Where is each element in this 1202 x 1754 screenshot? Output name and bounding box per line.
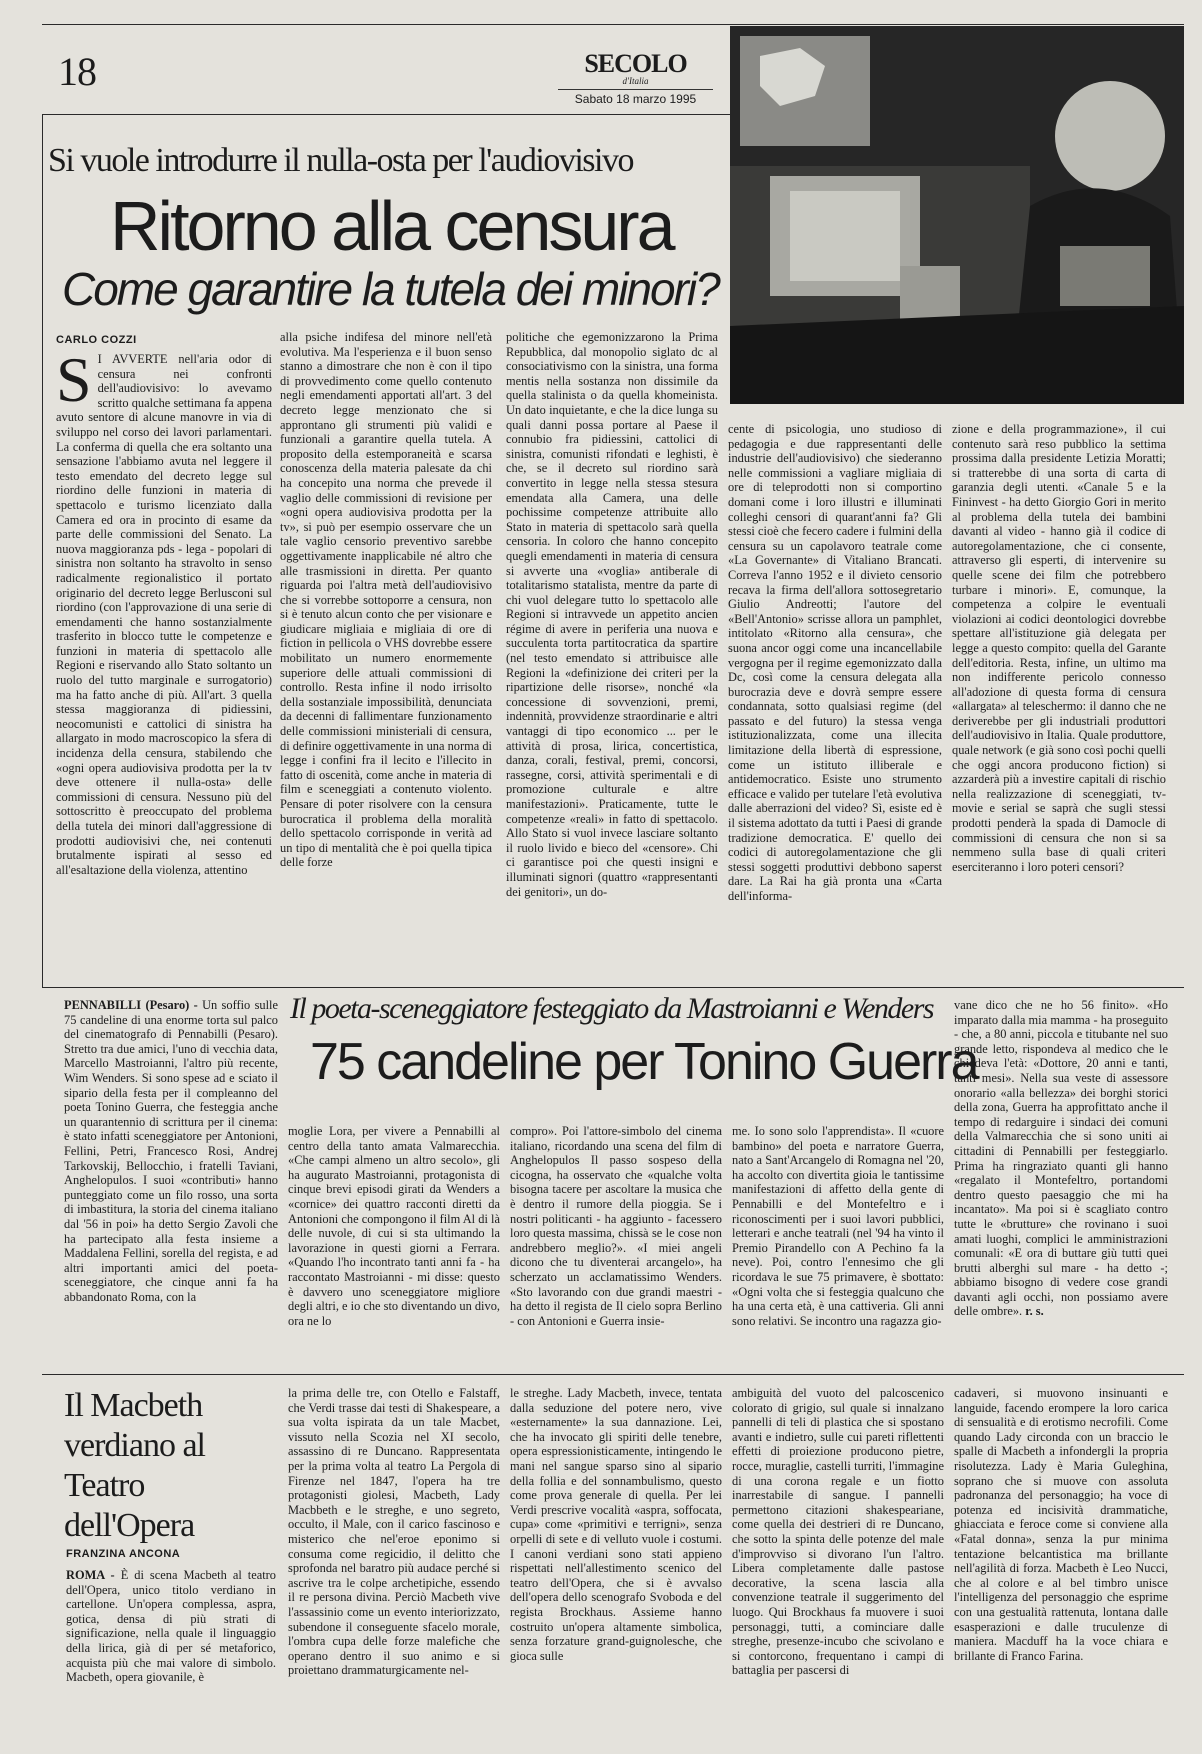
article2-column-1-text: Un soffio sulle 75 candeline di una enorme torta sul palco del cinematografo di Pennabilli (Pesaro). Stretto tra due amici, l'uno di vecchia data, Marcello Mastroianni, l'altro più recente, Wim Wenders. Si sono spese ad e sciato il sipario della festa per il compleanno del poeta Tonino Guerra, che festeggia anche un quarantennio di scrittura per il cinema: è stato infatti sceneggiatore per Antonioni, Fellini, Petri, Francesco Rosi, Andrej Tarkovskij, Bellocchio, i fratelli Taviani, Anghelopulos. I suoi «contributi» hanno punteggiato come un filo rosso, una sorta di imbastitura, la storia del cinema italiano dal '56 in poi» ha detto Sergio Zavoli che ha partecipato alla festa insieme a Maddalena Fellini, sorella del regista, e ad altri importanti amici del poeta-sceneggiatore, che cinque anni fa ha abbandonato Roma, con la xyxy=(64,998,278,1304)
censorship-photo-illustration xyxy=(730,26,1184,404)
article3-column-5-text: cadaveri, si muovono insinuanti e languide, facendo erompere la loro carica di sensualità e di erotismo necrofili. Come quando Lady circonda con un braccio le spalle di Macbeth a infondergli la propria risolutezza. Lady è Maria Guleghina, soprano che si muove con assoluta padronanza del personaggio; ha voce di potenza ed incisività drammatiche, ghiacciata e feroce come si conviene alla «Fatal donna», senza la pur minima tentazione belcantistica ma brillante nell'agilità di forza. Macbeth è Leo Nucci, che al colore e al bel timbro unisce l'intelligenza del personaggio che esprime con una gestualità rattenuta, lontana dalle esasperazioni e dalle truculenze di maniera. Macduff ha la voce chiara e brillante di Franco Farina. xyxy=(954,1386,1168,1663)
article1-column-1 xyxy=(56,352,272,980)
article1-frame-left xyxy=(42,114,43,988)
article2-column-2 xyxy=(288,1124,500,1362)
masthead-name: SECOLO xyxy=(584,49,687,78)
article1-frame-bottom xyxy=(42,987,1184,988)
article2-column-3 xyxy=(510,1124,722,1362)
article3-byline: FRANZINA ANCONA xyxy=(66,1548,181,1560)
article3-headline: Il Macbeth verdiano al Teatro dell'Opera xyxy=(64,1387,205,1544)
article2-column-1 xyxy=(64,998,278,1362)
article1-byline: CARLO COZZI xyxy=(56,334,137,346)
article2-column-4-text: me. Io sono solo l'apprendista». Il «cuore bambino» del poeta e narratore Guerra, nato a Sant'Arcangelo di Romagna nel '20, ha accolto con divertita gioia le tantissime manifestazioni di affetto della gente di Pennabilli e del Montefeltro e i riconoscimenti per i suoi lavori pubblici, letterari e anche teatrali (nel '94 ha vinto il Premio Pirandello con A Pechino fa la neve). Poi, contro l'ennesimo che gli ricordava le sue 75 primavere, è sbottato: «Ogni volta che si festeggia qualcuno che ha una certa età, è una cattiveria. Gli anni sono relativi. Se incontro una ragazza gio- xyxy=(732,1124,944,1328)
article3-column-3-text: le streghe. Lady Macbeth, invece, tentata dalla seduzione del potere nero, vive «esternamente» la sua dannazione. Lei, che ha invocato gli spiriti delle tenebre, opera espressionisticamente, intingendo le mani nel sangue sparso sino al sipario della follia e del sonnambulismo, questo come prova generale di quella. Per lei Verdi prescrive vocalità «aspra, soffocata, cupa» come «primitivi e terrigni», senza orpelli di sete e di velluto vuole i costumi. I canoni verdiani sono stati appieno rispettati nell'allestimento scenico del teatro dell'Opera, che si è avvalso dell'opera dello scenografo Svoboda e del regista Brockhaus. Assieme hanno costruito un'opera altamente simbolica, senza forzature grand-guignolesche, che gioca sulle xyxy=(510,1386,722,1663)
article2-headline: 75 candeline per Tonino Guerra xyxy=(310,1033,978,1091)
article-photo xyxy=(730,26,1184,404)
masthead xyxy=(558,49,713,106)
article1-column-3 xyxy=(506,330,718,980)
article1-subheadline: Come garantire la tutela dei minori? xyxy=(62,263,719,315)
page-number: 18 xyxy=(58,49,96,94)
article2-column-2-text: moglie Lora, per vivere a Pennabilli al centro della tanto amata Valmarecchia. «Che campi almeno un altro secolo», gli ha augurato Mastroianni, protagonista di cinque brevi episodi girati da Wenders a «cornice» dei quattro racconti diretti da Antonioni che compongono il film Al di là delle nuvole, di cui si sta ultimando la lavorazione in questi giorni a Ferrara. «Quando l'ho incontrato tanti anni fa - ha raccontato Mastroianni - mi disse: questo è davvero uno sceneggiatore migliore degli altri, e io che sto diventando un divo, ora ne lo xyxy=(288,1124,500,1328)
article3-column-1 xyxy=(66,1568,276,1738)
article2-kicker: Il poeta-sceneggiatore festeggiato da Mastroianni e Wenders xyxy=(290,992,934,1025)
article3-column-2 xyxy=(288,1386,500,1738)
article1-column-4-text: cente di psicologia, uno studioso di pedagogia e due rappresentanti delle industrie dell'audiovisivo) che siederanno nelle commissioni a vagliare migliaia di ore di teleprodotti non si comportino domani come i loro illustri e illuminati colleghi censori di quarant'anni fa? Gli stessi cioè che fecero cadere i fulmini della censura su un capolavoro teatrale come «La Governante» di Vitaliano Brancati. Correva l'anno 1952 e il divieto censorio recava la firma dell'allora sottosegretario Giulio Andreotti; l'autore del «Bell'Antonio» scrisse allora un pamphlet, intitolato «Ritorno alla censura», che suona ancor oggi come una incancellabile vergogna per il regime egemonizzato dalla Dc, così come la censura delegata alla burocrazia deve e dovrà sempre essere condannata, sotto qualsiasi regime (del passato e del futuro) la stessa venga istituzionalizzata, come una illecita limitazione della libertà di espressione, come un istituto illiberale e antidemocratico. Esiste uno strumento efficace e valido per tutelare l'età evolutiva dalle aberrazioni del video? Sì, esiste ed è il sistema adottato da tutti i Paesi di grande tradizione democratica. E' quello dei codici di autoregolamentazione che gli stessi soggetti produttivi debbono saperst dare. La Rai ha già pronta una «Carta dell'informa- xyxy=(728,422,942,903)
article3-column-4 xyxy=(732,1386,944,1738)
article3-column-5 xyxy=(954,1386,1168,1738)
article1-frame-top xyxy=(42,114,730,115)
article2-column-3-text: compro». Poi l'attore-simbolo del cinema italiano, ricordando una scena del film di Anghelopulos Il passo sospeso della cicogna, ha osservato che «qualche volta bisogna tacere per ascoltare la musica che è dentro il rumore della pioggia. Se i nostri politicanti - ha aggiunto - facessero loro questa massima, chissà se le cose non andrebbero meglio?». «I miei angeli dicono che tu diventerai arcangelo», ha scherzato un acclamatissimo Wenders. «Sto lavorando con due grandi maestri - ha detto il regista de Il cielo sopra Berlino - con Antonioni e Guerra insie- xyxy=(510,1124,722,1328)
article2-dateline: PENNABILLI (Pesaro) - xyxy=(64,998,198,1012)
article1-column-5 xyxy=(952,422,1166,980)
article1-kicker: Si vuole introdurre il nulla-osta per l'audiovisivo xyxy=(48,142,633,179)
article3-dateline: ROMA - xyxy=(66,1568,115,1582)
article2-bottom-rule xyxy=(42,1374,1184,1375)
article3-column-4-text: ambiguità del vuoto del palcoscenico colorato di grigio, sul quale si innalzano pannelli di teli di plastica che si spostano avanti e indietro, sulle cui pareti riflettenti effetti di proiezione producono pietre, rocce, muraglie, castelli turriti, l'immagine di una corona regale e un fiotto inarrestabile di sangue. I pannelli permettono citazioni shakespeariane, come quella dei destrieri di re Duncano, che sotto la spinta delle potenze del male d'improvviso si divorano l'un l'altro. Libera completamente dalle pastose decorative, la scena lascia alla convenzione teatrale il suggerimento del luogo. Qui Brockhaus fa muovere i suoi personaggi, tutti, a cominciare dalle streghe, presenze-incubo che scivolano e si contorcono, frequentano i campi di battaglia per pascersi di xyxy=(732,1386,944,1678)
article1-dropcap: S xyxy=(56,352,92,415)
article3-column-3 xyxy=(510,1386,722,1738)
article1-column-3-text: politiche che egemonizzarono la Prima Repubblica, dal monopolio siglato dc al consociativismo con la sinistra, una forma mentis nella sostanza non dissimile da quella stalinista o da quella khomeinista. Un dato inquietante, e che la dice lunga su quali danni possa portare al Paese il connubio fra pidiessini, cattolici di sinistra, comunisti rifondati e leghisti, è che, se il decreto sul riordino sarà convertito in legge nella stessa stesura emendata alla Camera, una delle pochissime competenze attribuite allo Stato in materia di spettacolo sarà quella censoria. In coloro che hanno concepito quegli emendamenti in materia di censura si avverte una «voglia» antiberale di totalitarismo statalista, mentre da parte di chi vuol delegare tutto lo spettacolo alle Regioni si intravvede un appetito ancien régime di avere in periferia una nuova e succulenta torta partitocratica da spartire (nel testo emendato si attribuisce alle Regioni la «definizione dei criteri per la ripartizione delle risorse», nonché «la concessione di sovvenzioni, premi, indennità, provvidenze straordinarie e altri vantaggi di tipo economico ... per le attività di prosa, lirica, concertistica, danza, corali, festival, premi, concorsi, rassegne, corsi, attività sperimentali e di promozione culturale e altre manifestazioni». Praticamente, tutte le competenze «reali» in fatto di spettacolo. Allo Stato si vuol invece lasciare soltanto il ruolo livido e bieco del «censore». Chi ci garantisce poi che questi insigni e illuminati signori (quattro «rappresentanti dei genitori», un do- xyxy=(506,330,718,899)
article1-column-1-text: I AVVERTE nell'aria odor di censura nei confronti dell'audiovisivo: lo avevamo scritto qualche settimana fa appena avuto sentore di alcune manovre in via di sviluppo nel corso dei lavori parlamentari. La conferma di quella che era soltanto una sensazione l'abbiamo avuta nel leggere il testo emendato del decreto legge sul riordino delle funzioni in materia di spettacolo e turismo licenziato dalla Camera ed ora in procinto di esame da parte delle commissioni del Senato. La nuova maggioranza pds - lega - popolari di sinistra non soltanto ha stravolto in senso radicalmente regionalistico il portato originario del decreto legge Berlusconi sul riordino (con l'approvazione di una serie di emendamenti che hanno sostanzialmente trasferito in blocco tutte le competenze e funzioni in materia di spettacolo alle Regioni e riservando allo Stato soltanto un ruolo del tutto marginale e surrogatorio) ma ha fatto anche di più. All'art. 3 quella stessa maggioranza di pidiessini, neocomunisti e cattolici di sinistra ha allargato in modo macroscopico la sfera di incidenza della censura, stabilendo che «ogni opera audiovisiva prodotta per la tv deve ottenere il nulla-osta» delle commissioni di censura. Nessuno più del sottoscritto è preoccupato del problema della tutela dei minori dall'aggressione di prodotti audiovisivi che, nei contenuti brutalmente ispirati al sesso ed all'esaltazione della violenza, attentino xyxy=(56,352,272,877)
article1-column-2-text: alla psiche indifesa del minore nell'età evolutiva. Ma l'esperienza e il buon senso stanno a dimostrare che non è con il tipo di provvedimento come quello contenuto negli emendamenti apportati all'art. 3 del decreto legge menzionato che si approntano gli strumenti più validi e funzionali a garantire quella tutela. A proposito della estemporaneità e scarsa conoscenza della materia palesate da chi ha concepito una norma che prevede il vaglio delle commissioni di revisione per «ogni opera audiovisiva prodotta per la tv», si può per esempio osservare che un tale vaglio censorio preventivo sarebbe oggettivamente inapplicabile né altro che alle trasmissioni in diretta. Per quanto riguarda poi l'altra metà dell'audiovisivo che si vorrebbe sottoporre a censura, non si è tenuto alcun conto che per visionare e giudicare migliaia e migliaia di ore di fiction in pellicola o VHS dovrebbe essere mobilitato un numero enormemente superiore delle attuali commissioni di controllo. Resta infine il nodo irrisolto della sostanziale impossibilità, denunciata da decenni di fallimentare funzionamento delle commissioni ministeriali di censura, di definire oggettivamente in una norma di legge i confini fra il lecito e l'illecito in fatto di oscenità, come anche in materia di film e sceneggiati a contenuto violento. Pensare di poter risolvere con la censura burocratica il problema della moralità dello spettacolo corrisponde in verità ad un tipo di mentalità che è poi quella tipica delle forze xyxy=(280,330,492,870)
article3-column-1-text: È di scena Macbeth al teatro dell'Opera, unico titolo verdiano in cartellone. Un'opera complessa, aspra, gotica, densa di più strati di significazione, nella quale il linguaggio della lirica, già di per sé metaforico, acquista più che mai valore di simbolo. Macbeth, opera giovanile, è xyxy=(66,1568,276,1685)
masthead-sub: d'Italia xyxy=(622,76,649,86)
masthead-date: Sabato 18 marzo 1995 xyxy=(558,89,713,106)
article2-column-5 xyxy=(954,998,1168,1362)
article1-column-5-text: zione e della programmazione», il cui contenuto sarà reso pubblico la settima prossima dalla presidente Letizia Moratti; si tratterebbe di una sorta di carta di garanzia degli utenti. «Canale 5 e la Fininvest - ha detto Giorgio Gori in merito al problema della tutela dei bambini davanti al video - hanno già il codice di autoregolamentazione, che ci consente, attraverso gli esperti, di intervenire su quelle scene dei film che potrebbero turbare i minori». E, comunque, la competenza a colpire le eventuali violazioni ai codici deontologici dovrebbe spettare all'istituzione già delegata per legge a questo compito: quella del Garante dell'editoria. Resta, infine, un ultimo ma non indifferente pericolo connesso all'adozione di questa forma di censura «allargata» al teleschermo: il danno che ne deriverebbe per gli industriali produttori dell'audiovisivo in Italia. Quale produttore, quale network (e già sono così pochi quelli che oggi ancora producono fiction) si azzarderà più a investire capitali di rischio nella realizzazione di sceneggiati, tv-movie e serial se saprà che sugli stessi prodotti penderà la spada di Damocle di commissioni di censura che non si sa nemmeno sulla base di quali criteri eserciteranno i loro poteri censori? xyxy=(952,422,1166,874)
article1-headline: Ritorno alla censura xyxy=(110,187,673,265)
article2-column-4 xyxy=(732,1124,944,1362)
article1-column-2 xyxy=(280,330,492,980)
article1-column-4 xyxy=(728,422,942,980)
article2-signature: r. s. xyxy=(1025,1304,1044,1319)
article2-column-5-text: vane dico che ne ho 56 finito». «Ho imparato dalla mia mamma - ha proseguito - che, a 80 anni, piccola e titubante nel suo grande letto, rispondeva al medico che le chiedeva l'età: «Dottore, 20 anni e tanti, tanti mesi». Nella sua veste di assessore onorario «alla bellezza» dei borghi storici della zona, Guerra ha approfittato anche il tempo di redarguire i sindaci dei comuni della Valmarecchia che si sono uniti ai cittadini di Pennabilli per festeggiarlo. Prima ha ringraziato quanti gli hanno «regalato il Montefeltro, portandomi dentro questo paesaggio che mi ha incantato». Ma poi si è scagliato contro tutte le «brutture» che rovinano i suoi amati luoghi, complici le amministrazioni comunali: «E ora di buttare giù tutti quei brutti alberghi sul mare - ha detto -; abbiamo bisogno di vedere cose grandi davanti agli occhi, non possiamo avere delle ombre». xyxy=(954,998,1168,1319)
page-top-rule xyxy=(42,24,1184,25)
article3-column-2-text: la prima delle tre, con Otello e Falstaff, che Verdi trasse dai testi di Shakespeare, a sua volta ispirata da un tale Macbet, vissuto nella Scozia nel XI secolo, assassino di re Duncano. Rappresentata per la prima volta al teatro La Pergola di Firenze nel 1847, l'opera ha tre protagonisti giolesi, Macbeth, Lady Macbbeth e le streghe, e uno segreto, occulto, il Male, con il carico fascinoso e misterico che nel'eroe eponimo si consuma come regicidio, il delitto che sprofonda nel baratro più audace perché si ascrive tra le colpe archetipiche, essendo il re persona divina. Perciò Macbeth vive l'assassinio come un evento interiorizzato, subendone il conseguente sfacelo morale, l'ombra cupa delle forze malefiche che operano dentro il suo animo e si proiettano drammaturgicamente nel- xyxy=(288,1386,500,1678)
